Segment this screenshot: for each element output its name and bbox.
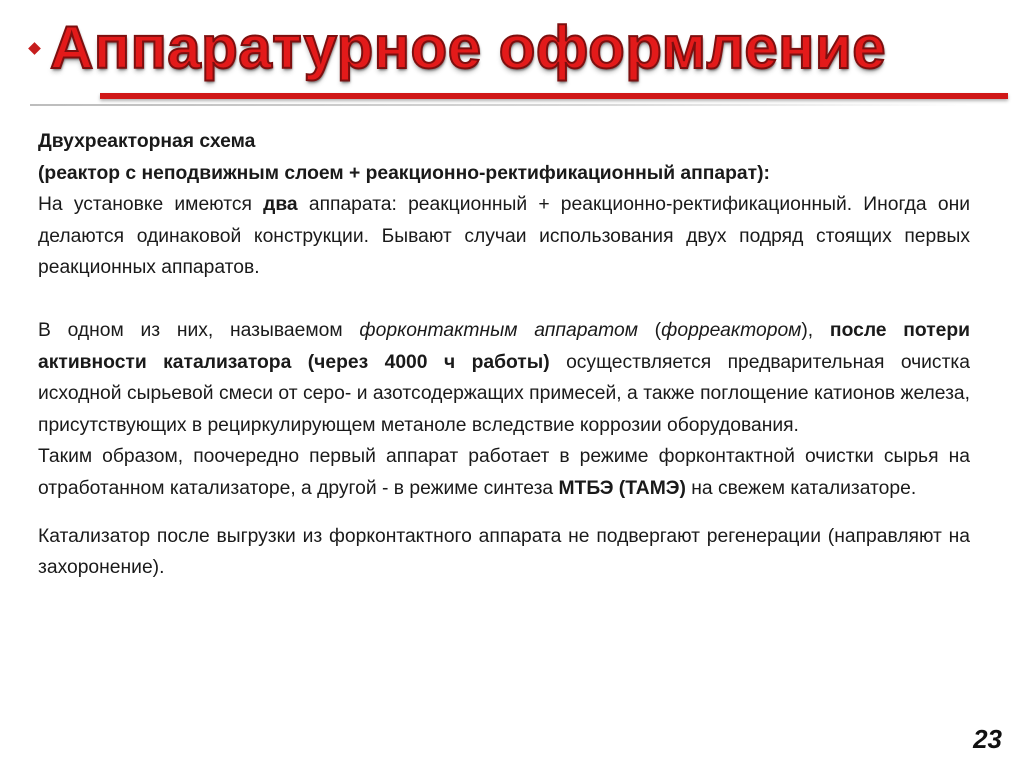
paragraph-1-text-a: На установке имеются bbox=[38, 194, 264, 216]
scheme-subheading: (реактор с неподвижным слоем + реакционно-ректификационный аппарат): bbox=[38, 162, 770, 184]
diamond-bullet-icon bbox=[28, 42, 41, 55]
paragraph-4: Катализатор после выгрузки из форконтактного аппарата не подвергают регенерации (направляют на захоронение). bbox=[38, 525, 970, 579]
slide-body bbox=[38, 126, 970, 584]
paragraph-2 bbox=[38, 315, 970, 441]
paragraph-3 bbox=[38, 441, 970, 504]
paragraph-2-italic-term-2: форреактором bbox=[661, 319, 802, 341]
page-number: 23 bbox=[973, 724, 1002, 754]
paragraph-2-text-g: осуществляется предварительная очистка исходной сырьевой смеси от серо- и азотсодержащих примесей, а также поглощение катионов железа, присутствующих в рециркулирующем метаноле вследствие коррозии оборудования. bbox=[38, 351, 970, 436]
paragraph-1-text-c: аппарата: реакционный + реакционно-ректификационный. Иногда они делаются одинаковой конструкции. Бывают случаи использования двух подряд стоящих первых реакционных аппаратов. bbox=[38, 194, 970, 279]
paragraph-2-italic-term: форконтактным аппаратом bbox=[359, 319, 638, 341]
paragraph-2-text-e: ), bbox=[801, 319, 830, 341]
title-underline bbox=[100, 93, 1008, 99]
spacer bbox=[38, 505, 970, 521]
spacer bbox=[38, 284, 970, 315]
paragraph-1-bold: два bbox=[263, 194, 298, 216]
paragraph-3-text-a: Таким образом, поочередно первый аппарат работает в режиме форконтактной очистки сырья на отработанном катализаторе, а другой - в режиме синтеза bbox=[38, 446, 970, 499]
paragraph-3-text-c: на свежем катализаторе. bbox=[685, 477, 917, 499]
paragraph-3-bold: МТБЭ (ТАМЭ) bbox=[558, 477, 686, 499]
scheme-heading: Двухреакторная схема bbox=[38, 131, 256, 152]
paragraph-2-bold: после потери активности катализатора (через 4000 ч работы) bbox=[38, 319, 971, 373]
paragraph-1 bbox=[38, 189, 970, 284]
paragraph-2-text-a: В одном из них, называемом bbox=[38, 319, 360, 341]
slide-title: Аппаратурное оформление bbox=[50, 14, 887, 81]
paragraph-2-text-c: ( bbox=[637, 319, 662, 341]
title-divider bbox=[30, 104, 970, 106]
